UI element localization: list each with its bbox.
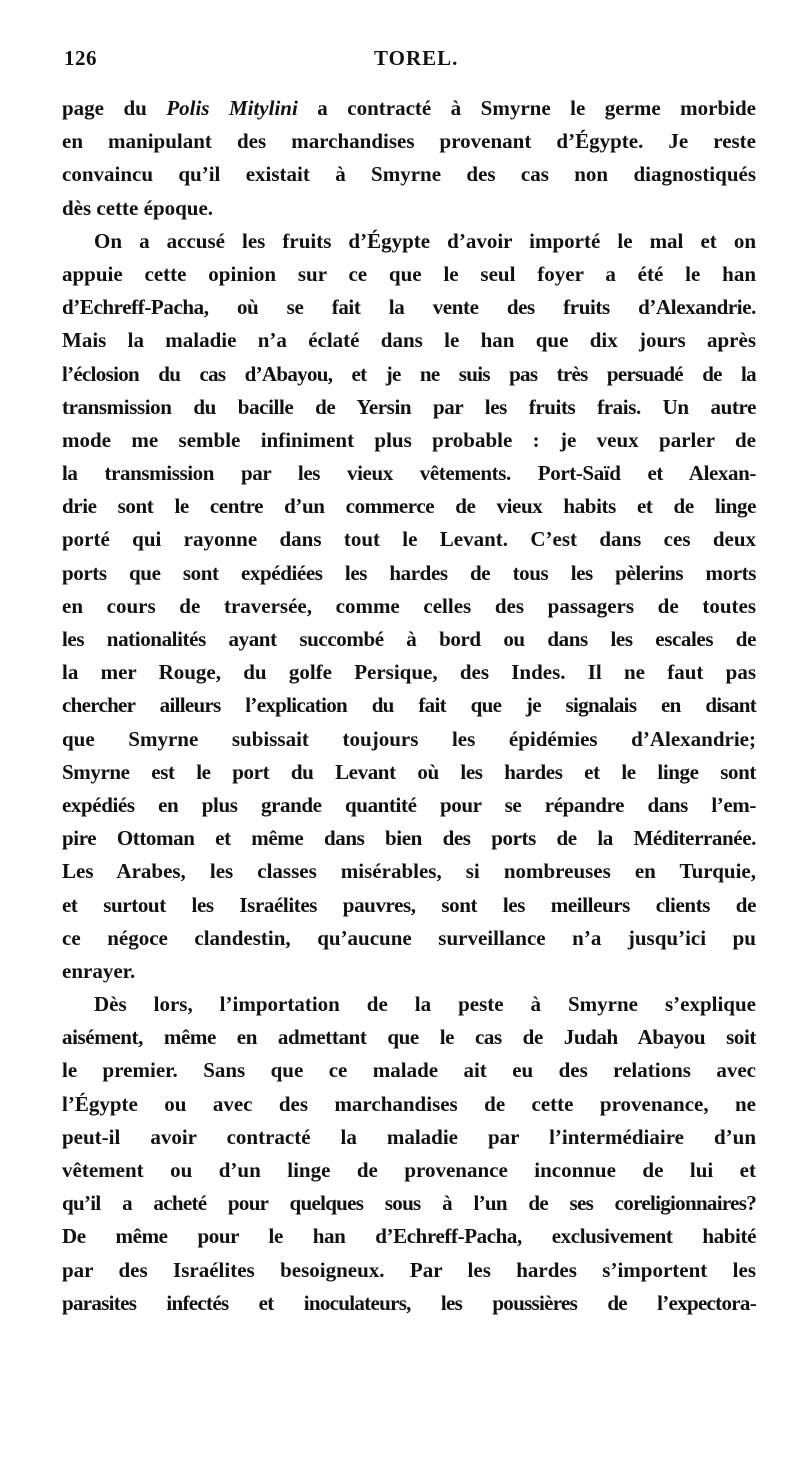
text-line: page du Polis Mitylini a contracté à Smyrne le germe morbide <box>62 96 757 120</box>
text-line: dès cette époque. <box>62 195 214 220</box>
running-title: TOREL. <box>374 46 459 70</box>
text-line: l’Égypte ou avec des marchandises de cette provenance, ne <box>62 1091 756 1116</box>
text-line: les nationalités ayant succombé à bord ou dans les escales de <box>62 627 756 651</box>
text-line: porté qui rayonne dans tout le Levant. C’est dans ces deux <box>62 527 756 552</box>
text-line: aisément, même en admettant que le cas de Judah Abayou soit <box>62 1025 756 1050</box>
text-line: mode me semble infiniment plus probable : je veux parler de <box>62 427 756 452</box>
text-line: Mais la maladie n’a éclaté dans le han que dix jours après <box>62 328 756 353</box>
text-line: parasites infectés et inoculateurs, les poussières de l’expectora- <box>62 1290 756 1315</box>
text-line: par des Israélites besoigneux. Par les hardes s’importent les <box>62 1257 756 1282</box>
text-line: d’Echreff-Pacha, où se fait la vente des fruits d’Alexandrie. <box>62 295 756 320</box>
text-line: On a accusé les fruits d’Égypte d’avoir importé le mal et on <box>94 228 756 253</box>
text-line: l’éclosion du cas d’Abayou, et je ne suis pas très persuadé de la <box>62 361 756 386</box>
text-line: Smyrne est le port du Levant où les hardes et le linge sont <box>62 759 756 784</box>
text-line: convaincu qu’il existait à Smyrne des cas non diagnostiqués <box>62 162 756 187</box>
text-line: transmission du bacille de Yersin par les fruits frais. Un autre <box>62 394 756 419</box>
text-line: ports que sont expédiées les hardes de tous les pèlerins morts <box>62 560 756 585</box>
text-line: vêtement ou d’un linge de provenance inconnue de lui et <box>62 1158 756 1182</box>
ship-name: Polis Mitylini <box>166 96 298 120</box>
text-line: la transmission par les vieux vêtements. Port-Saïd et Alexan- <box>62 461 756 486</box>
page-number: 126 <box>64 46 97 70</box>
text-line: la mer Rouge, du golfe Persique, des Indes. Il ne faut pas <box>62 660 756 685</box>
text-line: enrayer. <box>62 958 136 983</box>
text-line: Les Arabes, les classes misérables, si nombreuses en Turquie, <box>62 859 756 884</box>
text-line: qu’il a acheté pour quelques sous à l’un de ses coreligionnaires? <box>62 1191 756 1216</box>
text-line: pire Ottoman et même dans bien des ports de la Méditerranée. <box>62 826 756 851</box>
text-line: De même pour le han d’Echreff-Pacha, exclusivement habité <box>62 1224 756 1249</box>
running-head <box>64 46 754 80</box>
text-line: le premier. Sans que ce malade ait eu des relations avec <box>62 1058 756 1083</box>
text-line: Dès lors, l’importation de la peste à Smyrne s’explique <box>94 992 756 1017</box>
text-line: expédiés en plus grande quantité pour se répandre dans l’em- <box>62 792 756 817</box>
text-line: en manipulant des marchandises provenant d’Égypte. Je reste <box>62 129 756 154</box>
text-line: chercher ailleurs l’explication du fait que je signalais en disant <box>62 693 756 718</box>
text-line: et surtout les Israélites pauvres, sont les meilleurs clients de <box>62 892 756 917</box>
text-line: peut-il avoir contracté la maladie par l’intermédiaire d’un <box>62 1124 756 1149</box>
text-line: ce négoce clandestin, qu’aucune surveillance n’a jusqu’ici pu <box>62 925 756 950</box>
text-line: que Smyrne subissait toujours les épidémies d’Alexandrie; <box>62 726 756 751</box>
text-line: appuie cette opinion sur ce que le seul foyer a été le han <box>62 261 756 286</box>
text-line: drie sont le centre d’un commerce de vieux habits et de linge <box>62 494 756 519</box>
text-line: en cours de traversée, comme celles des passagers de toutes <box>62 593 756 618</box>
body-text <box>62 92 756 1320</box>
